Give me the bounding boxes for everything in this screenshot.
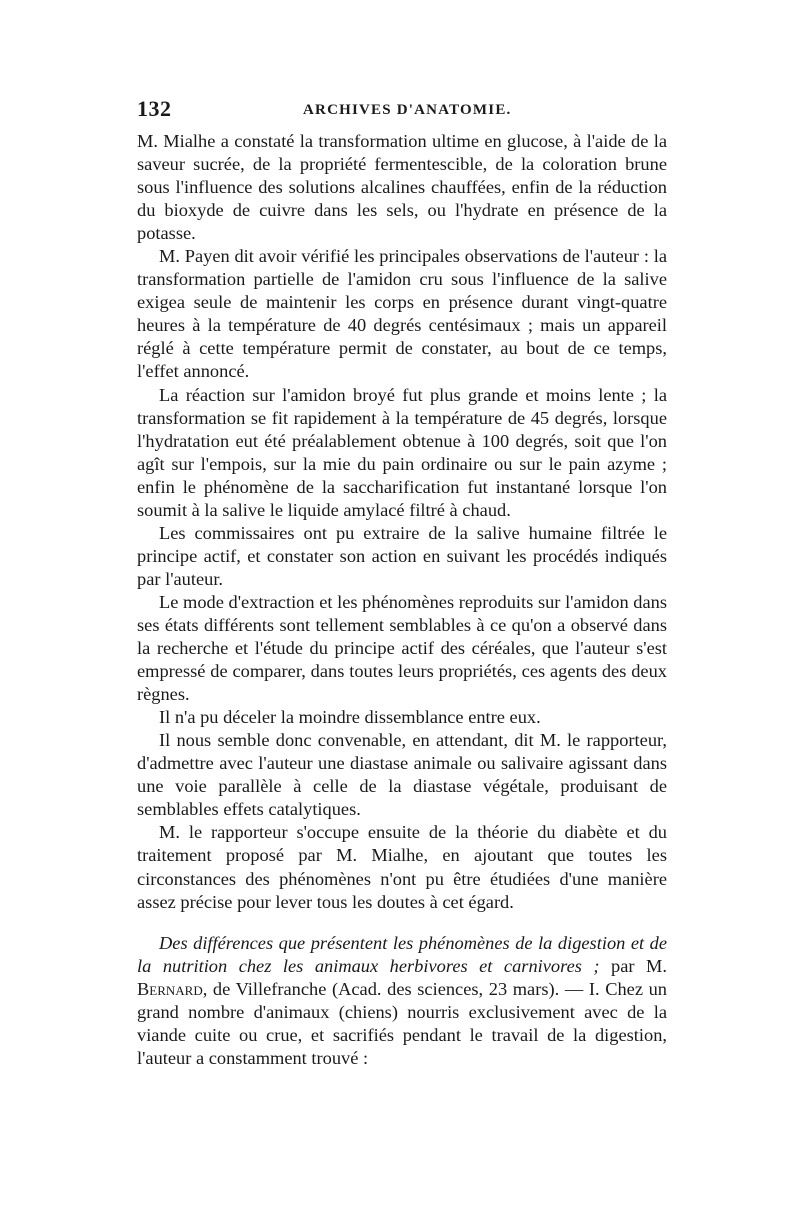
article-title: Des différences que présentent les phénomènes de la digestion et de la nutrition chez les animaux herbivores et carnivores ; xyxy=(137,932,667,976)
paragraph: M. Mialhe a constaté la transformation ultime en glucose, à l'aide de la saveur sucrée, de la propriété fermentescible, de la coloration brune sous l'influence des solutions alcalines chauffées, enfin de la réduction du bioxyde de cuivre dans les sels, ou l'hydrate en présence de la potasse. xyxy=(137,131,667,244)
paragraph: Il nous semble donc convenable, en attendant, dit M. le rapporteur, d'admettre avec l'auteur une diastase animale ou salivaire agissant dans une voie parallèle à celle de la diastase végétale, produisant de semblables effets catalytiques. xyxy=(137,730,667,820)
page-header xyxy=(137,96,667,126)
body-text xyxy=(137,130,667,1070)
author-prefix: par M. xyxy=(611,955,667,976)
author-name: Bernard xyxy=(137,978,203,999)
page-number: 132 xyxy=(137,96,172,121)
paragraph: Les commissaires ont pu extraire de la salive humaine filtrée le principe actif, et constater son action en suivant les procédés indiqués par l'auteur. xyxy=(137,522,667,589)
paragraph: Il n'a pu déceler la moindre dissemblance entre eux. xyxy=(159,707,541,728)
bibliography-source: , de Villefranche (Acad. des sciences, 23 mars). — I. Chez un grand nombre d'animaux (chiens) nourris exclusivement avec de la viande cuite ou crue, et sacrifiés pendant le travail de la digestion, l'auteur a constamment trouvé : xyxy=(137,978,667,1068)
bibliography-entry xyxy=(137,932,667,1070)
paragraph: M. le rapporteur s'occupe ensuite de la théorie du diabète et du traitement proposé par M. Mialhe, en ajoutant que toutes les circonstances des phénomènes n'ont pu être étudiées d'une manière assez précise pour lever tous les doutes à cet égard. xyxy=(137,822,667,912)
running-title: ARCHIVES D'ANATOMIE. xyxy=(303,102,512,118)
paragraph: La réaction sur l'amidon broyé fut plus grande et moins lente ; la transformation se fit rapidement à la température de 45 degrés, lorsque l'hydratation eut été préalablement obtenue à 100 degrés, soit que l'on agît sur l'empois, sur la mie du pain ordinaire ou sur le pain azyme ; enfin le phénomène de la saccharification fut instantané lorsque l'on soumit à la salive le liquide amylacé filtré à chaud. xyxy=(137,384,667,520)
paragraph: Le mode d'extraction et les phénomènes reproduits sur l'amidon dans ses états différents sont tellement semblables à ce qu'on a observé dans la recherche et l'étude du principe actif des céréales, que l'auteur s'est empressé de comparer, dans toutes leurs propriétés, ces agents des deux règnes. xyxy=(137,591,667,705)
paragraph: M. Payen dit avoir vérifié les principales observations de l'auteur : la transformation partielle de l'amidon cru sous l'influence de la salive exigea seule de maintenir les corps en présence durant vingt-quatre heures à la température de 40 degrés centésimaux ; mais un appareil réglé à cette température permit de constater, au bout de ce temps, l'effet annoncé. xyxy=(137,246,667,382)
